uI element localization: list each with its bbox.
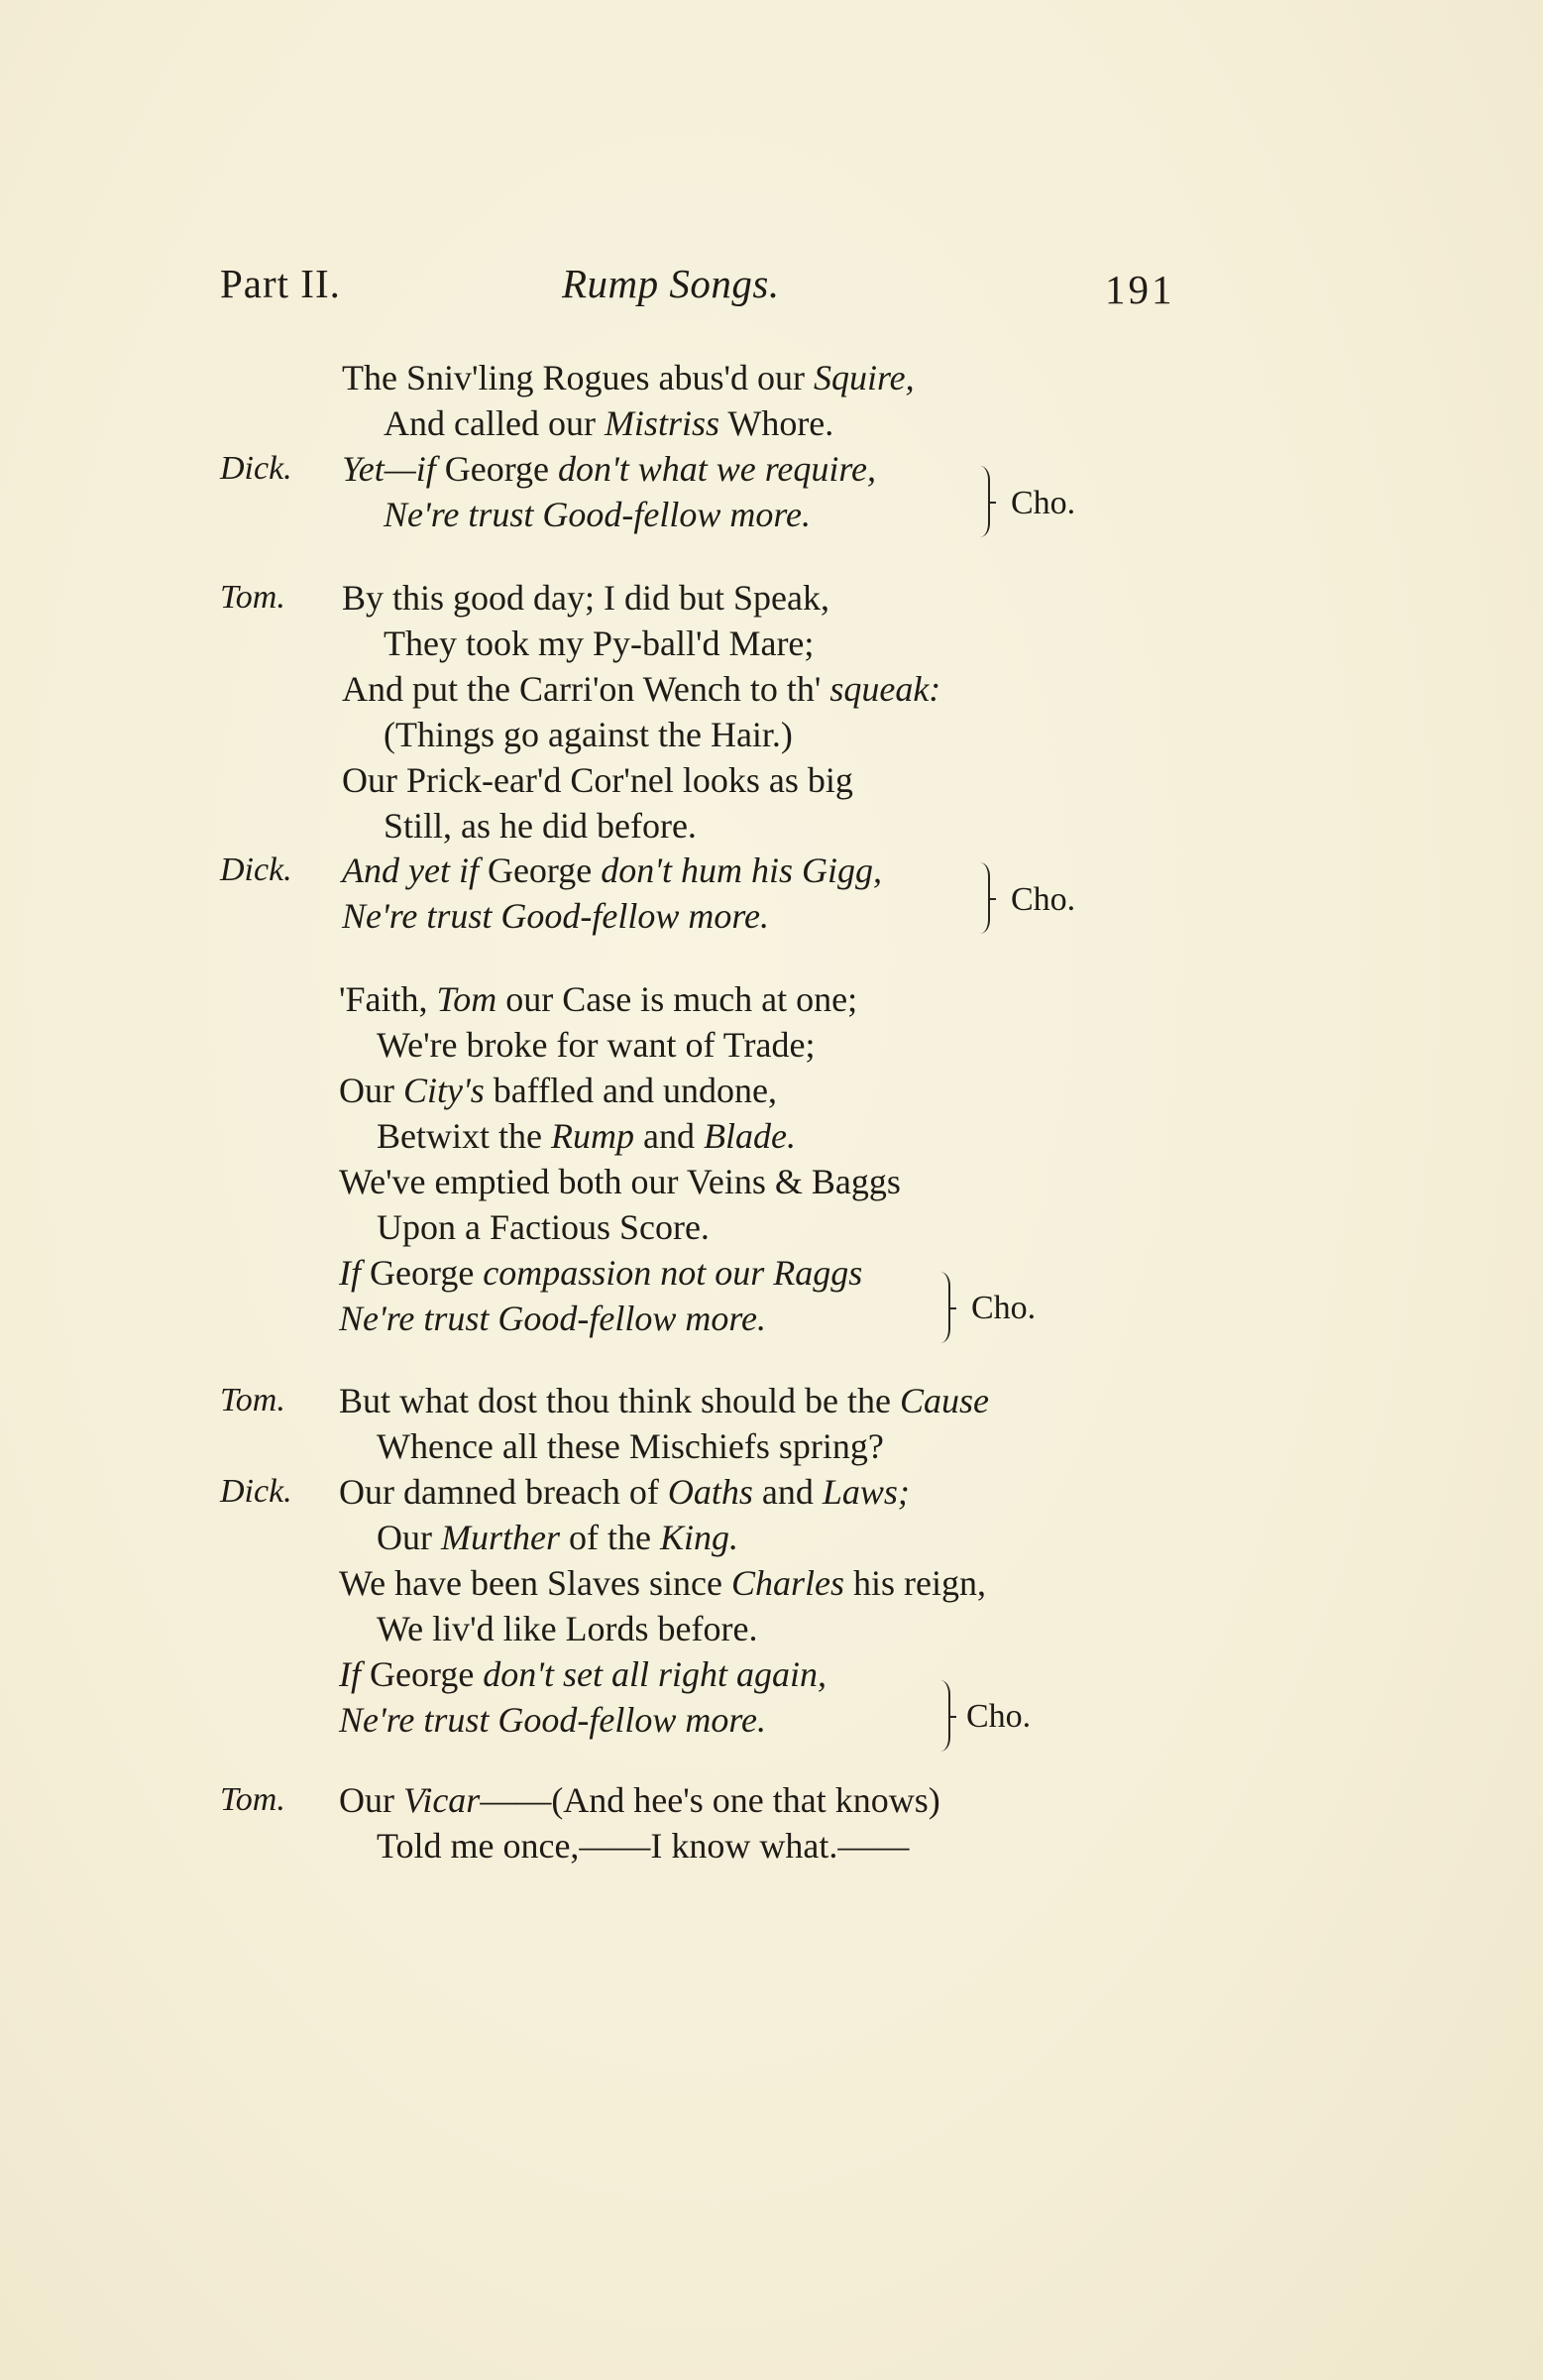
page-number: 191 — [1105, 267, 1175, 312]
roman-text: Told me once,——I know what.—— — [377, 1826, 910, 1866]
italic-text: King. — [659, 1518, 738, 1557]
speaker-label: Tom. — [220, 579, 285, 616]
verse-line — [377, 1515, 738, 1560]
roman-text: his reign, — [843, 1563, 986, 1603]
italic-text: Ne're trust Good-fellow more. — [384, 495, 811, 534]
verse-line — [342, 757, 853, 803]
italic-text: Oaths — [667, 1472, 753, 1512]
italic-text: Blade. — [703, 1116, 796, 1156]
roman-text: The Sniv'ling Rogues abus'd our — [342, 358, 814, 397]
italic-text: Laws; — [822, 1472, 910, 1512]
verse-line — [342, 446, 876, 492]
verse-line — [339, 1651, 827, 1697]
roman-text: We're broke for want of Trade; — [377, 1025, 816, 1065]
italic-text: compassion not our Raggs — [483, 1253, 863, 1293]
chorus-label: Cho. — [1011, 485, 1076, 521]
verse-line — [339, 1296, 766, 1341]
verse-line — [342, 893, 769, 939]
roman-text: Whore. — [718, 403, 834, 443]
speaker-label: Dick. — [220, 851, 292, 888]
italic-text: Rump — [550, 1116, 634, 1156]
verse-line — [339, 1560, 986, 1606]
italic-text: Cause — [899, 1381, 989, 1420]
italic-text: Squire, — [813, 358, 915, 397]
part-label: Part II. — [220, 261, 341, 306]
verse-line — [339, 1777, 940, 1823]
chorus-brace — [976, 466, 990, 537]
roman-text: of the — [560, 1518, 660, 1557]
verse-line — [339, 1697, 766, 1743]
verse-line — [339, 1250, 862, 1296]
roman-text: Betwixt the — [377, 1116, 551, 1156]
verse-line — [384, 400, 833, 446]
verse-line — [377, 1113, 796, 1159]
verse-line — [342, 848, 882, 893]
italic-text: If — [339, 1654, 361, 1694]
speaker-label: Tom. — [220, 1781, 285, 1818]
verse-line — [339, 1378, 989, 1423]
italic-text: Ne're trust Good-fellow more. — [342, 896, 769, 936]
chorus-brace — [937, 1272, 950, 1343]
roman-text: By this good day; I did but Speak, — [342, 578, 829, 618]
roman-text: our Case is much at one; — [496, 979, 858, 1019]
roman-text: But what dost thou think should be the — [339, 1381, 900, 1420]
italic-text: Ne're trust Good-fellow more. — [339, 1700, 766, 1740]
roman-text: (Things go against the Hair.) — [384, 715, 793, 754]
italic-text: If — [339, 1253, 361, 1293]
italic-text: And yet if — [342, 850, 479, 890]
roman-text: We have been Slaves since — [339, 1563, 731, 1603]
chorus-brace — [976, 862, 990, 934]
italic-text: don't hum his Gigg, — [601, 850, 882, 890]
roman-text: Whence all these Mischiefs spring? — [377, 1426, 884, 1466]
italic-text: Ne're trust Good-fellow more. — [339, 1299, 766, 1338]
verse-line — [377, 1823, 909, 1869]
running-title: Rump Songs. — [562, 261, 780, 306]
verse-line — [384, 492, 811, 537]
speaker-label: Dick. — [220, 1473, 292, 1510]
roman-text: Our — [377, 1518, 441, 1557]
italic-text: squeak: — [829, 669, 941, 709]
verse-line — [342, 575, 829, 621]
verse-line — [377, 1606, 757, 1651]
roman-text: Our — [339, 1780, 403, 1820]
italic-text: Charles — [730, 1563, 844, 1603]
roman-text: and — [633, 1116, 704, 1156]
verse-line — [377, 1423, 884, 1469]
chorus-label: Cho. — [966, 1698, 1032, 1735]
italic-text: Mistriss — [604, 403, 719, 443]
italic-text: Yet—if — [342, 449, 436, 489]
italic-text: don't what we require, — [558, 449, 877, 489]
chorus-brace — [937, 1680, 950, 1752]
verse-line — [342, 666, 940, 712]
roman-text: 'Faith, — [339, 979, 437, 1019]
roman-text: George — [478, 850, 602, 890]
roman-text: George — [435, 449, 559, 489]
verse-line — [342, 355, 915, 400]
roman-text: and — [752, 1472, 823, 1512]
roman-text: Still, as he did before. — [384, 806, 697, 846]
verse-line — [339, 1068, 777, 1113]
verse-line — [384, 621, 814, 666]
italic-text: City's — [403, 1071, 485, 1110]
verse-line — [339, 1469, 910, 1515]
roman-text: Upon a Factious Score. — [377, 1207, 710, 1247]
chorus-label: Cho. — [1011, 881, 1076, 918]
roman-text: George — [361, 1654, 484, 1694]
verse-line — [377, 1204, 710, 1250]
italic-text: Tom — [436, 979, 497, 1019]
running-header — [220, 260, 1175, 319]
chorus-label: Cho. — [971, 1290, 1037, 1326]
roman-text: And called our — [384, 403, 605, 443]
roman-text: Our damned breach of — [339, 1472, 668, 1512]
verse-line — [377, 1022, 815, 1068]
roman-text: Our — [339, 1071, 403, 1110]
verse-line — [339, 976, 857, 1022]
roman-text: We liv'd like Lords before. — [377, 1609, 758, 1648]
roman-text: We've emptied both our Veins & Baggs — [339, 1162, 901, 1201]
italic-text: don't set all right again, — [483, 1654, 827, 1694]
roman-text: They took my Py-ball'd Mare; — [384, 623, 815, 663]
speaker-label: Tom. — [220, 1382, 285, 1418]
roman-text: Our Prick-ear'd Cor'nel looks as big — [342, 760, 853, 800]
speaker-label: Dick. — [220, 450, 292, 487]
italic-text: Vicar — [403, 1780, 481, 1820]
verse-line — [339, 1159, 901, 1204]
roman-text: And put the Carri'on Wench to th' — [342, 669, 830, 709]
roman-text: baffled and undone, — [484, 1071, 777, 1110]
italic-text: Murther — [441, 1518, 560, 1557]
roman-text: George — [361, 1253, 484, 1293]
verse-line — [384, 712, 793, 757]
roman-text: ——(And hee's one that knows) — [480, 1780, 940, 1820]
verse-line — [384, 803, 697, 849]
